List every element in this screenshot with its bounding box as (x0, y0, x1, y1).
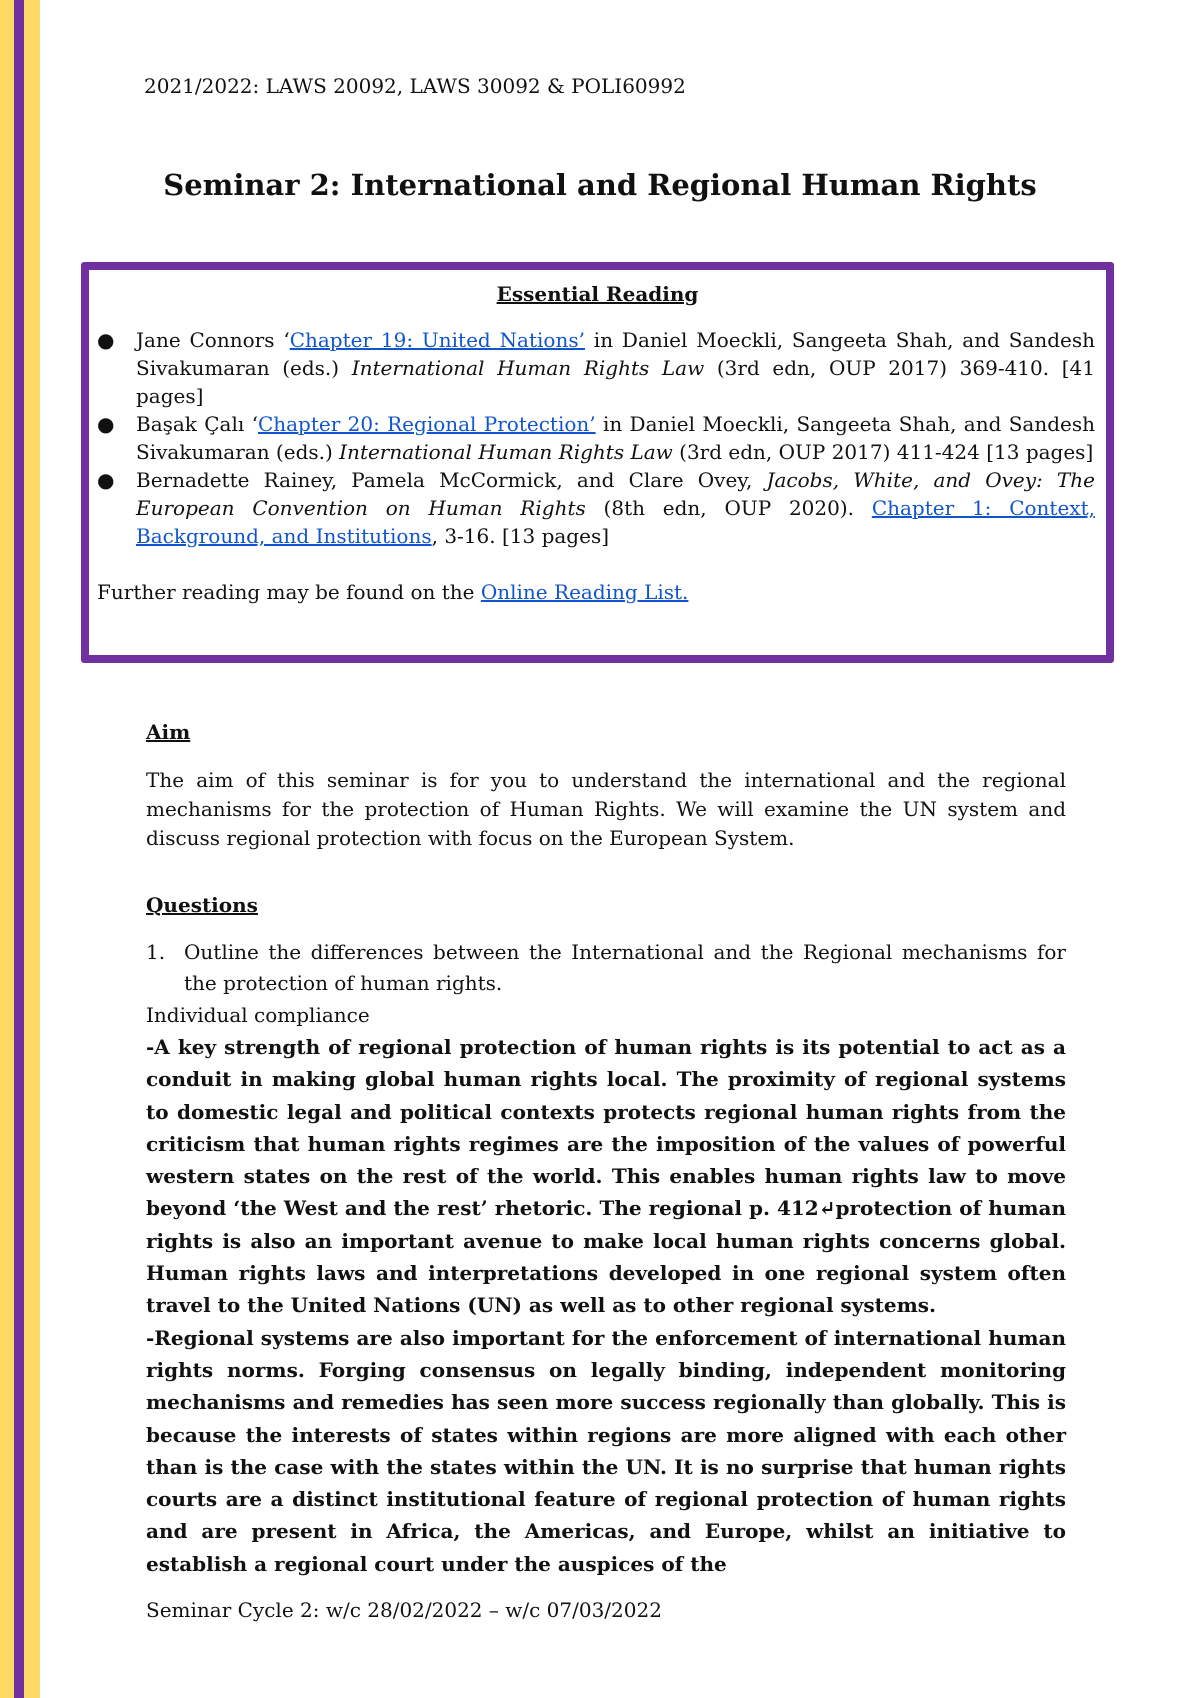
reading-link[interactable]: Chapter 20: Regional Protection’ (257, 412, 596, 436)
bullet-icon: ● (97, 412, 115, 436)
aim-section (146, 720, 1066, 853)
page-border-purple (14, 0, 24, 1698)
page-title: Seminar 2: International and Regional Human Rights (163, 168, 1037, 202)
reading-link[interactable]: Chapter 1: Context, Background, and Institutions (136, 496, 1095, 548)
answer-paragraph: -A key strength of regional protection of human rights is its potential to act as a conduit in making global human rights local. The proximity of regional systems to domestic legal and political contexts protects regional human rights from the criticism that human rights regimes are the imposition of the values of powerful western states on the rest of the world. This enables human rights law to move beyond ‘the West and the rest’ rhetoric. The regional p. 412↵protection of human rights is also an important avenue to make local human rights concerns global. Human rights laws and interpretations developed in one regional system often travel to the United Nations (UN) as well as to other regional systems. (146, 1035, 1066, 1318)
answer-subheading: Individual compliance (146, 1003, 370, 1027)
reading-item: ● Bernadette Rainey, Pamela McCormick, and Clare Ovey, Jacobs, White, and Ovey: The European Convention on Human Rights (8th edn, OUP 2020). Chapter 1: Context, Background, and Institutions, 3-16. [13 pages] (97, 468, 1095, 548)
online-reading-list-link[interactable]: Online Reading List. (480, 580, 689, 604)
further-reading-note: Further reading may be found on the Online Reading List. (97, 580, 689, 604)
question-item: 1. Outline the differences between the International and the Regional mechanisms for the protection of human rights. (146, 940, 1066, 995)
reading-item: ● Jane Connors ‘Chapter 19: United Nations’ in Daniel Moeckli, Sangeeta Shah, and Sandesh Sivakumaran (eds.) International Human Rights Law (3rd edn, OUP 2017) 369-410. [41 pages] (97, 328, 1096, 408)
page-footer: Seminar Cycle 2: w/c 28/02/2022 – w/c 07/03/2022 (146, 1598, 662, 1622)
bullet-icon: ● (97, 468, 115, 492)
essential-reading-box (81, 262, 1114, 663)
bullet-icon: ● (97, 328, 115, 352)
reading-item: ● Başak Çalı ‘Chapter 20: Regional Protection’ in Daniel Moeckli, Sangeeta Shah, and Sandesh Sivakumaran (eds.) International Human Rights Law (3rd edn, OUP 2017) 411-424 [13 pages] (97, 412, 1095, 464)
course-header: 2021/2022: LAWS 20092, LAWS 30092 & POLI60992 (144, 74, 686, 98)
aim-text: The aim of this seminar is for you to understand the international and the regional mechanisms for the protection of Human Rights. We will examine the UN system and discuss regional protection with focus on the European System. (146, 768, 1066, 850)
reading-list (89, 326, 1106, 550)
essential-reading-heading: Essential Reading (496, 282, 699, 306)
reading-link[interactable]: Chapter 19: United Nations’ (289, 328, 585, 352)
question-list (146, 937, 1066, 999)
questions-section (146, 893, 1066, 1580)
questions-heading: Questions (146, 893, 258, 917)
answer-paragraph: -Regional systems are also important for the enforcement of international human rights norms. Forging consensus on legally binding, independent monitoring mechanisms and remedies has seen more success regionally than globally. This is because the interests of states within regions are more aligned with each other than is the case with the states within the UN. It is no surprise that human rights courts are a distinct institutional feature of regional protection of human rights and are present in Africa, the Americas, and Europe, whilst an initiative to establish a regional court under the auspices of the (146, 1325, 1066, 1576)
aim-heading: Aim (146, 720, 191, 744)
